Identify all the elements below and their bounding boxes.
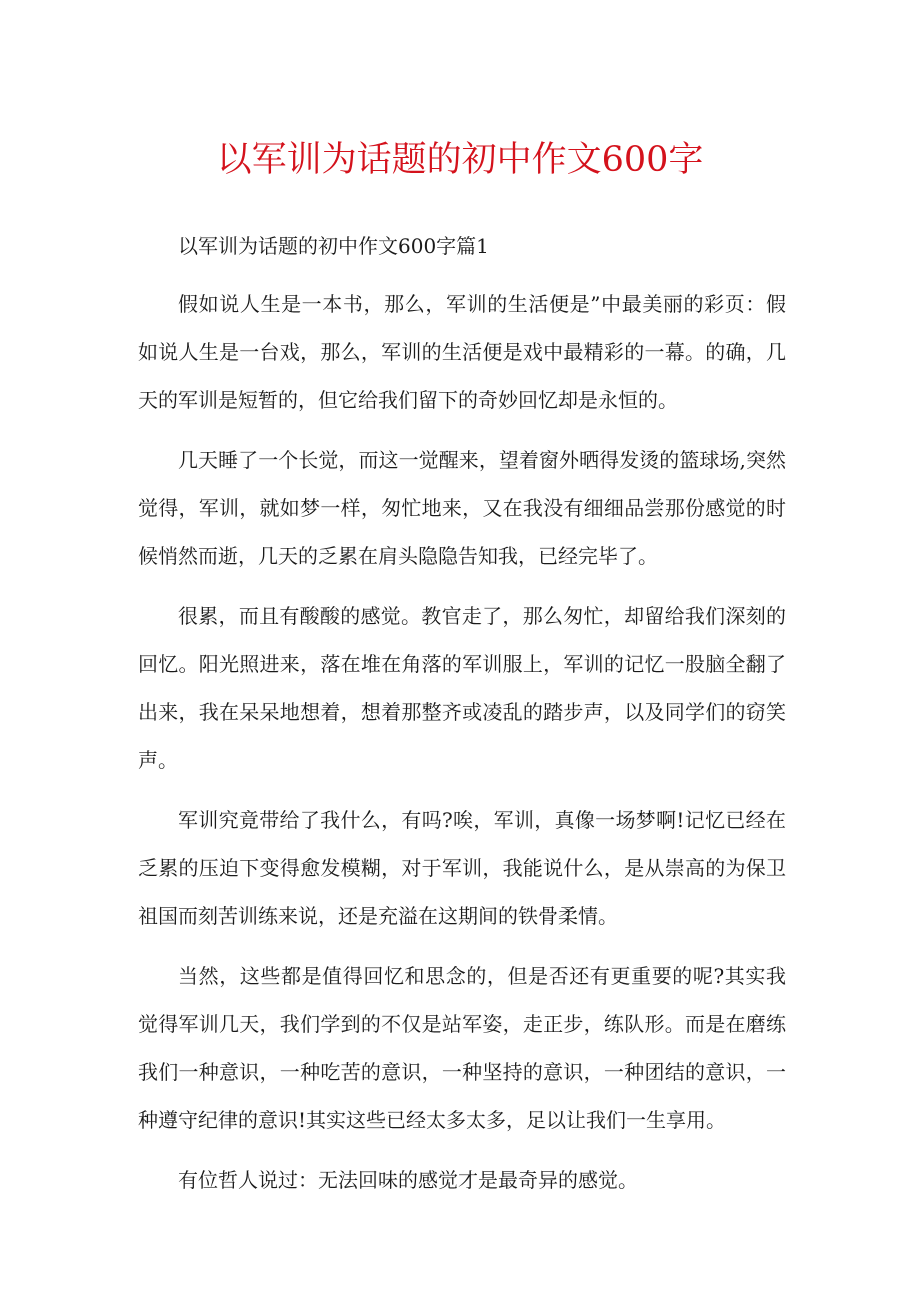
essay-subtitle: 以军训为话题的初中作文600字篇1 (178, 234, 489, 258)
paragraph-6: 有位哲人说过：无法回味的感觉才是最奇异的感觉。 (178, 1168, 638, 1192)
paragraph-4: 军训究竟带给了我什么，有吗?唉，军训，真像一场梦啊!记忆已经在乏累的压迫下变得愈发模糊，对于军训，我能说什么，是从崇高的为保卫祖国而刻苦训练来说，还是充溢在这期间的铁骨柔情。 (138, 808, 786, 928)
document-body (138, 222, 786, 1216)
paragraph-1: 假如说人生是一本书，那么，军训的生活便是”中最美丽的彩页：假如说人生是一台戏，那么，军训的生活便是戏中最精彩的一幕。的确，几天的军训是短暂的，但它给我们留下的奇妙回忆却是永恒的。 (138, 292, 786, 412)
document-title: 以军训为话题的初中作文600字 (216, 140, 704, 180)
paragraph-5: 当然，这些都是值得回忆和思念的，但是否还有更重要的呢?其实我觉得军训几天，我们学到的不仅是站军姿，走正步，练队形。而是在磨练我们一种意识，一种吃苦的意识，一种坚持的意识，一种团结的意识，一种遵守纪律的意识!其实这些已经太多太多，足以让我们一生享用。 (138, 964, 786, 1132)
paragraph-3: 很累，而且有酸酸的感觉。教官走了，那么匆忙，却留给我们深刻的回忆。阳光照进来，落在堆在角落的军训服上，军训的记忆一股脑全翻了出来，我在呆呆地想着，想着那整齐或凌乱的踏步声，以及同学们的窃笑声。 (138, 604, 786, 772)
paragraph-2: 几天睡了一个长觉，而这一觉醒来，望着窗外晒得发烫的篮球场,突然觉得，军训，就如梦一样，匆忙地来，又在我没有细细品尝那份感觉的时候悄然而逝，几天的乏累在肩头隐隐告知我，已经完毕了。 (138, 448, 786, 568)
